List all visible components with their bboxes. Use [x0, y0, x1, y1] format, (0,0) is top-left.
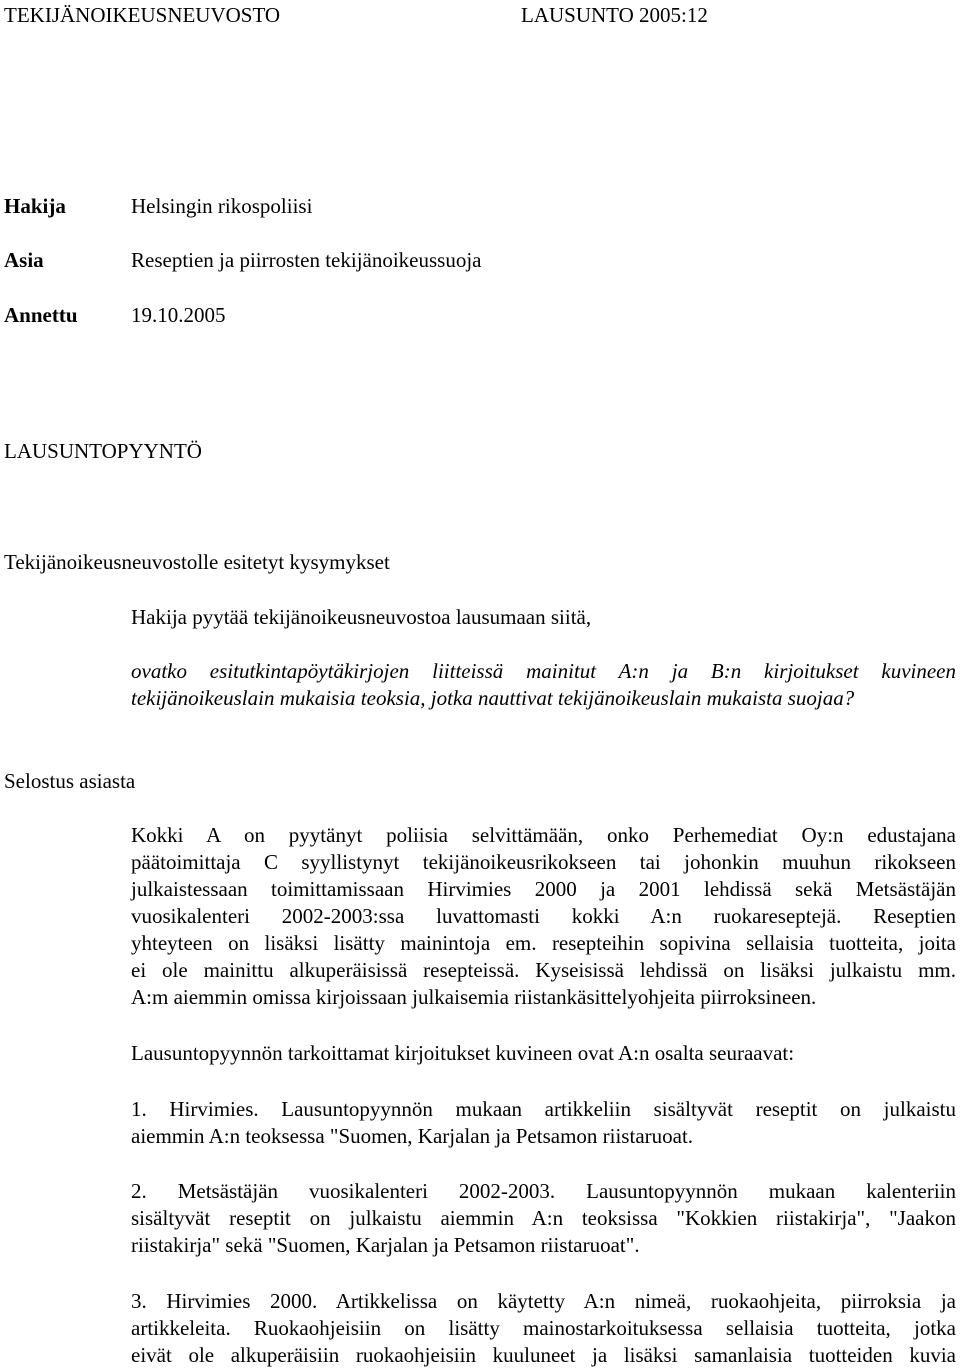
list-item-2 — [131, 1178, 956, 1259]
list-item-line: artikkeleita. Ruokaohjeisiin on lisätty mainostarkoituksessa sellaisia tuotteita, jotka — [131, 1316, 956, 1340]
paragraph-line: päätoimittaja C syyllistynyt tekijänoikeusrikokseen tai johonkin muuhun rikokseen — [131, 850, 956, 874]
list-item-line: riistakirja" sekä "Suomen, Karjalan ja Petsamon riistaruoat". — [131, 1233, 640, 1257]
question-line: tekijänoikeuslain mukaisia teoksia, jotka nauttivat tekijänoikeuslain mukaista suojaa? — [131, 686, 855, 710]
applicant-label: Hakija — [4, 194, 66, 218]
paragraph-line: vuosikalenteri 2002-2003:ssa luvattomasti kokki A:n ruokareseptejä. Reseptien — [131, 904, 956, 928]
question-text — [131, 658, 956, 712]
given-label: Annettu — [4, 303, 78, 327]
organization-name: TEKIJÄNOIKEUSNEUVOSTO — [4, 3, 281, 27]
applicant-value: Helsingin rikospoliisi — [131, 194, 313, 218]
list-item-3 — [131, 1288, 956, 1369]
subject-value: Reseptien ja piirrosten tekijänoikeussuoja — [131, 248, 482, 272]
paragraph-line: Kokki A on pyytänyt poliisia selvittämään, onko Perhemediat Oy:n edustajana — [131, 823, 956, 847]
subject-label: Asia — [4, 248, 44, 272]
paragraph-line: yhteyteen on lisäksi lisätty mainintoja em. resepteihin sopivina sellaisia tuotteita, joita — [131, 931, 956, 955]
list-item-line: aiemmin A:n teoksessa "Suomen, Karjalan ja Petsamon riistaruoat. — [131, 1124, 694, 1148]
paragraph-line: ei ole mainittu alkuperäisissä resepteissä. Kyseisissä lehdissä on lisäksi julkaistu mm. — [131, 958, 956, 982]
request-title: LAUSUNTOPYYNTÖ — [4, 439, 202, 463]
description-paragraph-2: Lausuntopyynnön tarkoittamat kirjoitukset kuvineen ovat A:n osalta seuraavat: — [131, 1041, 795, 1065]
statement-number: LAUSUNTO 2005:12 — [521, 3, 708, 27]
description-heading: Selostus asiasta — [4, 769, 136, 793]
list-item-line: 1. Hirvimies. Lausuntopyynnön mukaan artikkeliin sisältyvät reseptit on julkaistu — [131, 1097, 956, 1121]
question-line: ovatko esitutkintapöytäkirjojen liitteissä mainitut A:n ja B:n kirjoitukset kuvineen — [131, 659, 956, 683]
list-item-line: 2. Metsästäjän vuosikalenteri 2002-2003. Lausuntopyynnön mukaan kalenteriin — [131, 1179, 956, 1203]
list-item-line: sisältyvät reseptit on julkaistu aiemmin A:n teoksissa "Kokkien riistakirja", "Jaakon — [131, 1206, 956, 1230]
description-paragraph-1 — [131, 822, 956, 1011]
request-intro: Hakija pyytää tekijänoikeusneuvostoa lausumaan siitä, — [131, 605, 592, 629]
list-item-line: eivät ole alkuperäisiin ruokaohjeisiin kuuluneet ja lisäksi samanlaisia tuotteiden kuvia — [131, 1343, 956, 1367]
list-item-1 — [131, 1096, 956, 1150]
paragraph-line: A:m aiemmin omissa kirjoissaan julkaisemia riistankäsittelyohjeita piirroksineen. — [131, 985, 817, 1009]
given-value: 19.10.2005 — [131, 303, 226, 327]
list-item-line: 3. Hirvimies 2000. Artikkelissa on käytetty A:n nimeä, ruokaohjeita, piirroksia ja — [131, 1289, 956, 1313]
questions-heading: Tekijänoikeusneuvostolle esitetyt kysymykset — [4, 550, 390, 574]
paragraph-line: julkaistessaan toimittamissaan Hirvimies 2000 ja 2001 lehdissä sekä Metsästäjän — [131, 877, 956, 901]
